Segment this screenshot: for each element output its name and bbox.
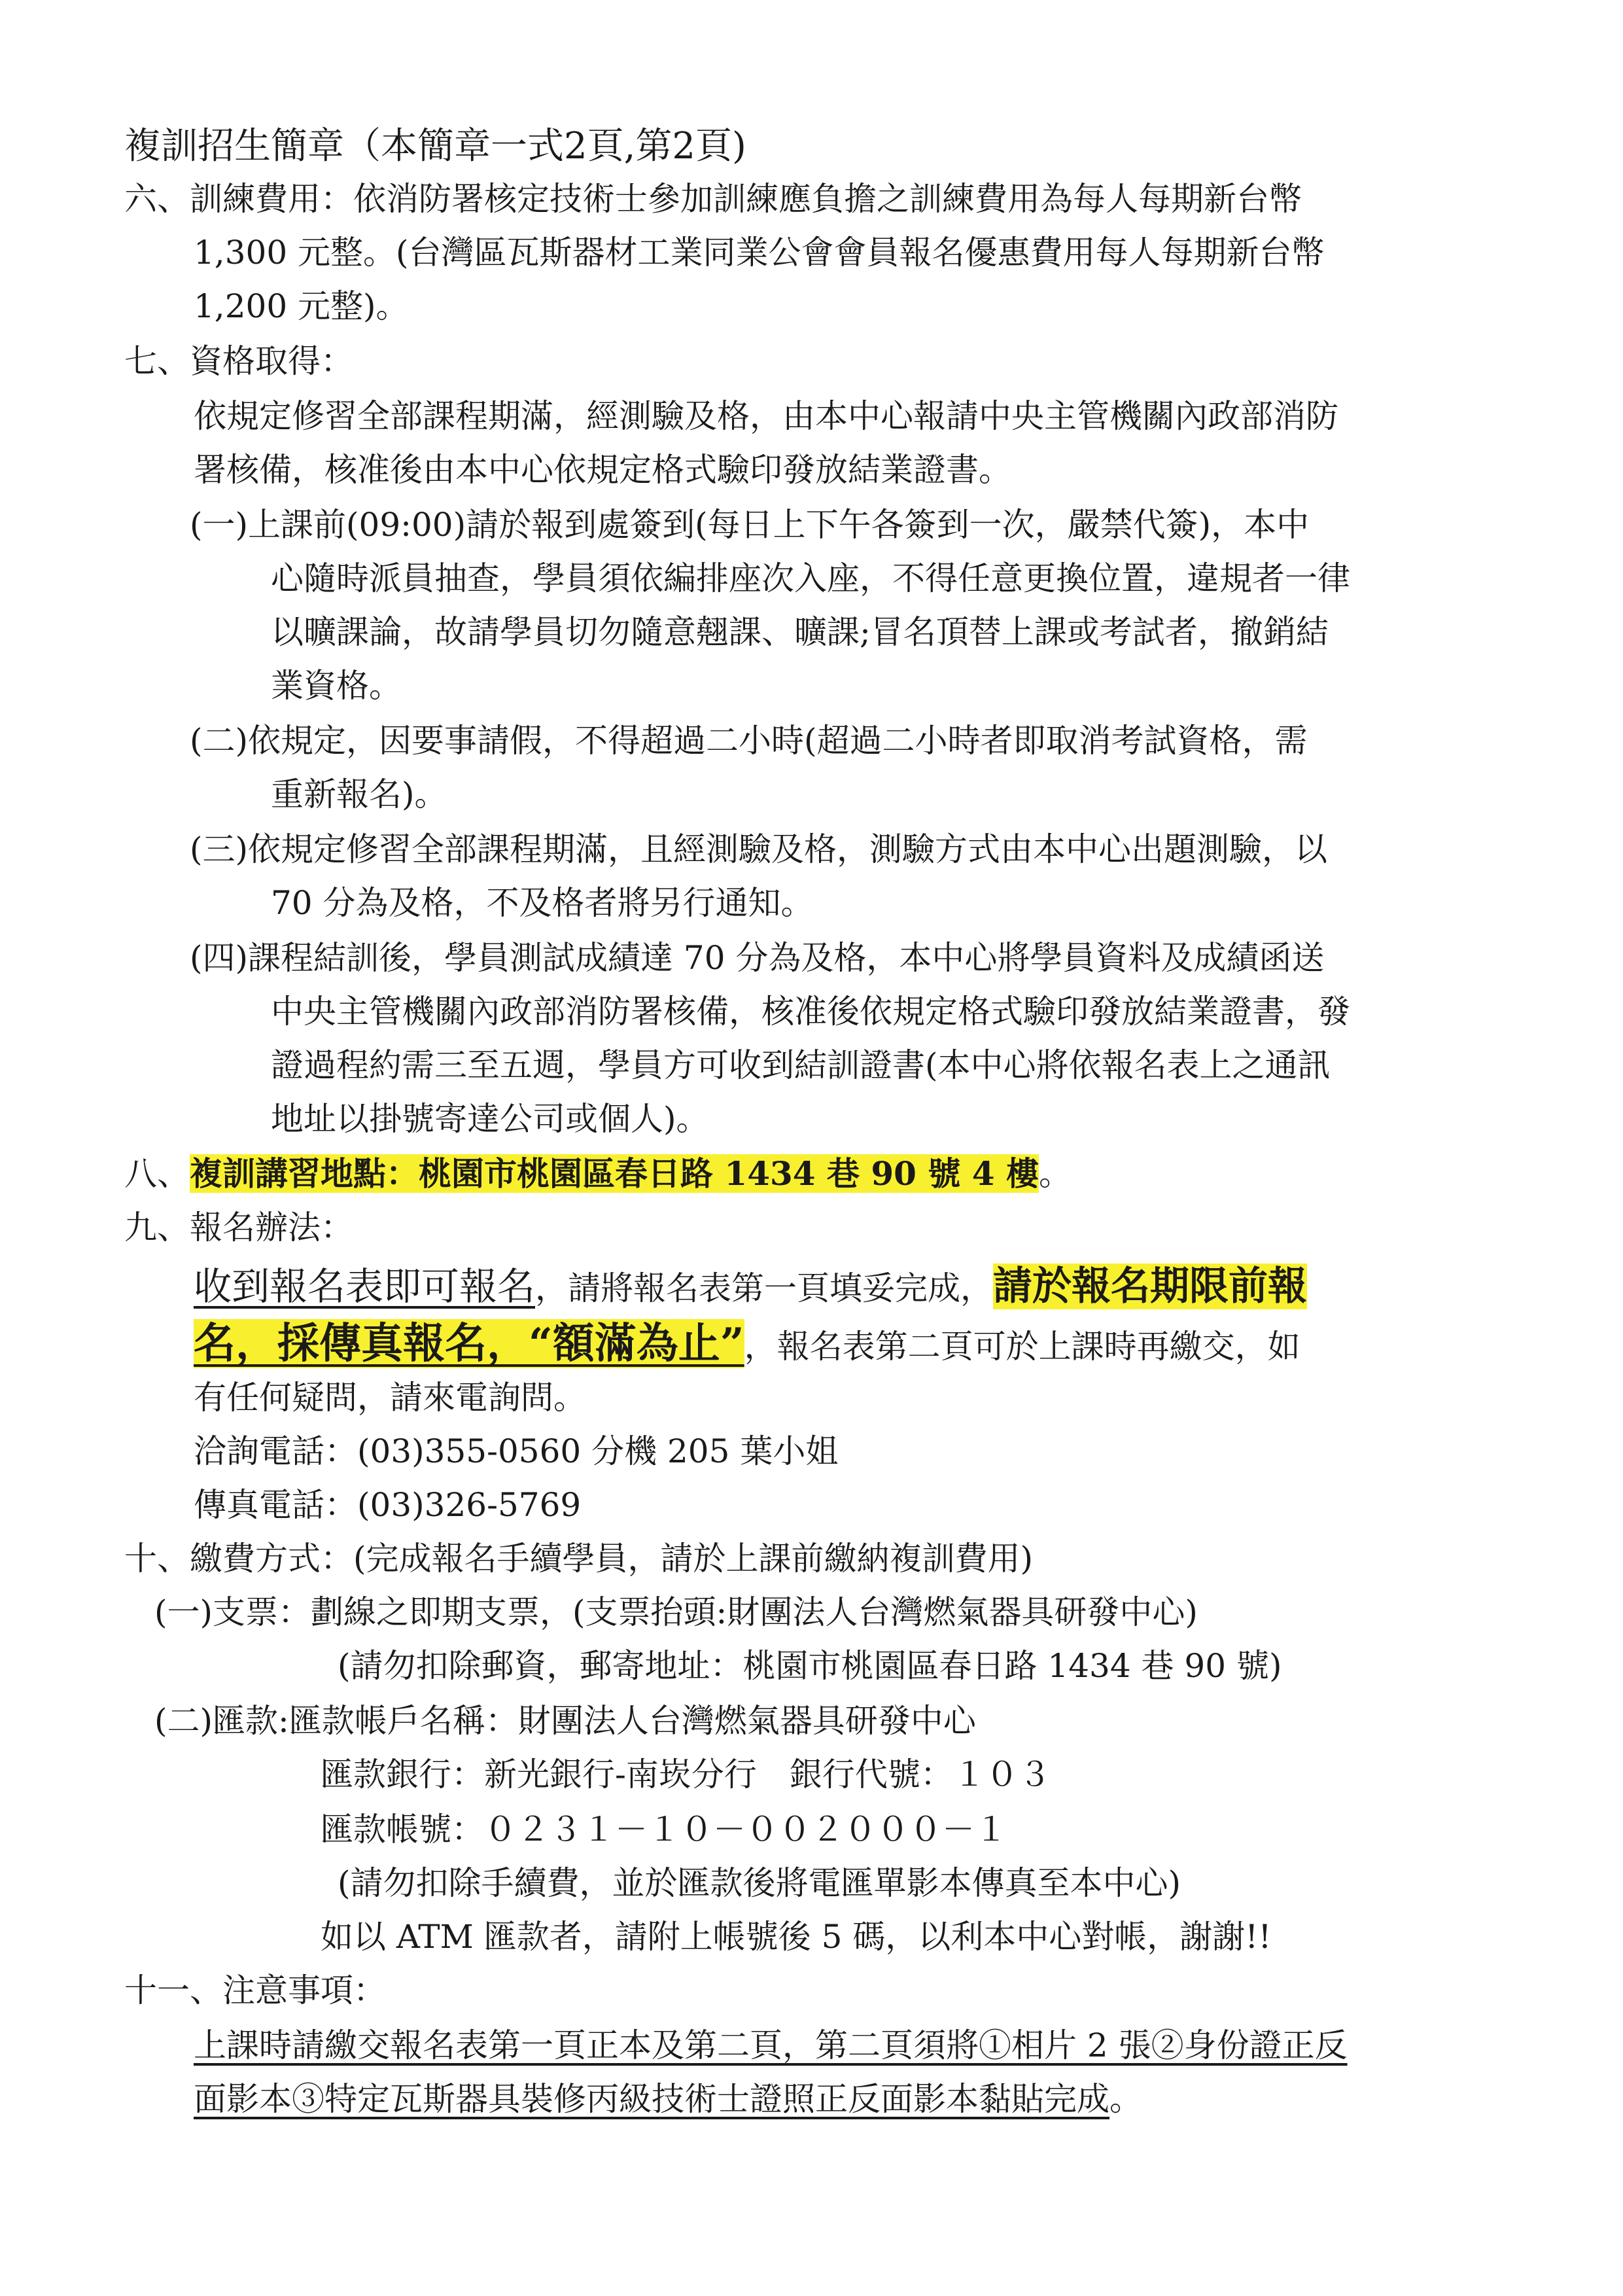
section-6-line-3: 1,200 元整)。 xyxy=(194,287,409,325)
section-6-line-2: 1,300 元整。(台灣區瓦斯器材工業同業公會會員報名優惠費用每人每期新台幣 xyxy=(194,234,1325,272)
payment-transfer-line-1: (二)匯款:匯款帳戶名稱：財團法人台灣燃氣器具研發中心 xyxy=(154,1702,976,1740)
section-7-item-3-line-1: (三)依規定修習全部課程期滿，且經測驗及格，測驗方式由本中心出題測驗，以 xyxy=(190,830,1328,868)
section-9-line-2 xyxy=(194,1316,1300,1374)
deadline-highlight-part-2: 名，採傳真報名，“額滿為止” xyxy=(194,1319,744,1368)
section-9-line-1 xyxy=(194,1260,1307,1315)
deadline-highlight-part-1: 請於報名期限前報 xyxy=(993,1263,1308,1309)
section-7-item-3-line-2: 70 分為及格，不及格者將另行通知。 xyxy=(271,884,814,922)
section-8-line xyxy=(124,1153,1072,1195)
section-7-para-line-1: 依規定修習全部課程期滿，經測驗及格，由本中心報請中央主管機關內政部消防 xyxy=(194,397,1338,435)
section-6-line-1: 六、訓練費用：依消防署核定技術士參加訓練應負擔之訓練費用為每人每期新台幣 xyxy=(124,180,1302,218)
section-7-item-1-line-3: 以曠課論，故請學員切勿隨意翹課、曠課;冒名頂替上課或考試者，撤銷結 xyxy=(271,613,1329,651)
section-7-title: 七、資格取得： xyxy=(124,342,353,380)
fax-number: 傳真電話：(03)326-5769 xyxy=(194,1486,582,1524)
section-7-item-4-line-3: 證過程約需三至五週，學員方可收到結訓證書(本中心將依報名表上之通訊 xyxy=(271,1046,1331,1084)
inquiry-phone: 洽詢電話：(03)355-0560 分機 205 葉小姐 xyxy=(194,1432,839,1470)
section-7-item-1-line-1: (一)上課前(09:00)請於報到處簽到(每日上下午各簽到一次，嚴禁代簽)，本中 xyxy=(190,506,1310,544)
section-10-title: 十、繳費方式：(完成報名手續學員，請於上課前繳納複訓費用) xyxy=(124,1540,1034,1578)
register-on-receipt-text: 收到報名表即可報名 xyxy=(194,1264,536,1309)
payment-bank: 匯款銀行：新光銀行-南崁分行 銀行代號：１０３ xyxy=(321,1756,1051,1793)
section-9-title: 九、報名辦法： xyxy=(124,1209,353,1246)
section-7-item-1-line-2: 心隨時派員抽查，學員須依編排座次入座，不得任意更換位置，違規者一律 xyxy=(271,559,1350,597)
payment-atm-note: 如以 ATM 匯款者，請附上帳號後 5 碼，以利本中心對帳，謝謝!! xyxy=(321,1918,1272,1956)
payment-check-line-2: (請勿扣除郵資，郵寄地址：桃園市桃園區春日路 1434 巷 90 號) xyxy=(338,1647,1282,1685)
training-location-highlight: 複訓講習地點：桃園市桃園區春日路 1434 巷 90 號 4 樓 xyxy=(190,1154,1039,1193)
section-8-prefix: 八、 xyxy=(124,1155,190,1193)
section-9-line-1-mid: ，請將報名表第一頁填妥完成， xyxy=(535,1269,994,1307)
notice-line-2 xyxy=(194,2078,1142,2120)
section-9-line-2-rest: ，報名表第二頁可於上課時再繳交，如 xyxy=(744,1328,1300,1366)
payment-account: 匯款帳號：０２３１－１０－００２０００－１ xyxy=(321,1810,1007,1848)
payment-transfer-note: (請勿扣除手續費，並於匯款後將電匯單影本傳真至本中心) xyxy=(338,1864,1181,1902)
notice-line-2-end: 。 xyxy=(1109,2080,1142,2118)
section-9-line-3: 有任何疑問，請來電詢問。 xyxy=(194,1379,586,1417)
section-7-item-1-line-4: 業資格。 xyxy=(271,667,402,705)
section-7-item-4-line-4: 地址以掛號寄達公司或個人)。 xyxy=(271,1100,709,1138)
section-7-para-line-2: 署核備，核准後由本中心依規定格式驗印發放結業證書。 xyxy=(194,451,1011,489)
section-7-item-4-line-1: (四)課程結訓後，學員測試成績達 70 分為及格，本中心將學員資料及成績函送 xyxy=(190,939,1325,977)
section-8-suffix: 。 xyxy=(1038,1155,1072,1193)
section-7-item-4-line-2: 中央主管機關內政部消防署核備，核准後依規定格式驗印發放結業證書，發 xyxy=(271,993,1350,1031)
page-title: 複訓招生簡章（本簡章一式2頁,第2頁) xyxy=(124,125,746,168)
section-7-item-2-line-1: (二)依規定，因要事請假，不得超過二小時(超過二小時者即取消考試資格，需 xyxy=(190,722,1308,760)
section-11-title: 十一、注意事項： xyxy=(124,1971,386,2009)
notice-line-1: 上課時請繳交報名表第一頁正本及第二頁，第二頁須將①相片 2 張②身份證正反 xyxy=(194,2026,1348,2064)
notice-line-2-text: 面影本③特定瓦斯器具裝修丙級技術士證照正反面影本黏貼完成 xyxy=(194,2080,1109,2118)
section-7-item-2-line-2: 重新報名)。 xyxy=(271,775,447,813)
payment-check-line-1: (一)支票：劃線之即期支票，(支票抬頭:財團法人台灣燃氣器具研發中心) xyxy=(154,1593,1198,1631)
